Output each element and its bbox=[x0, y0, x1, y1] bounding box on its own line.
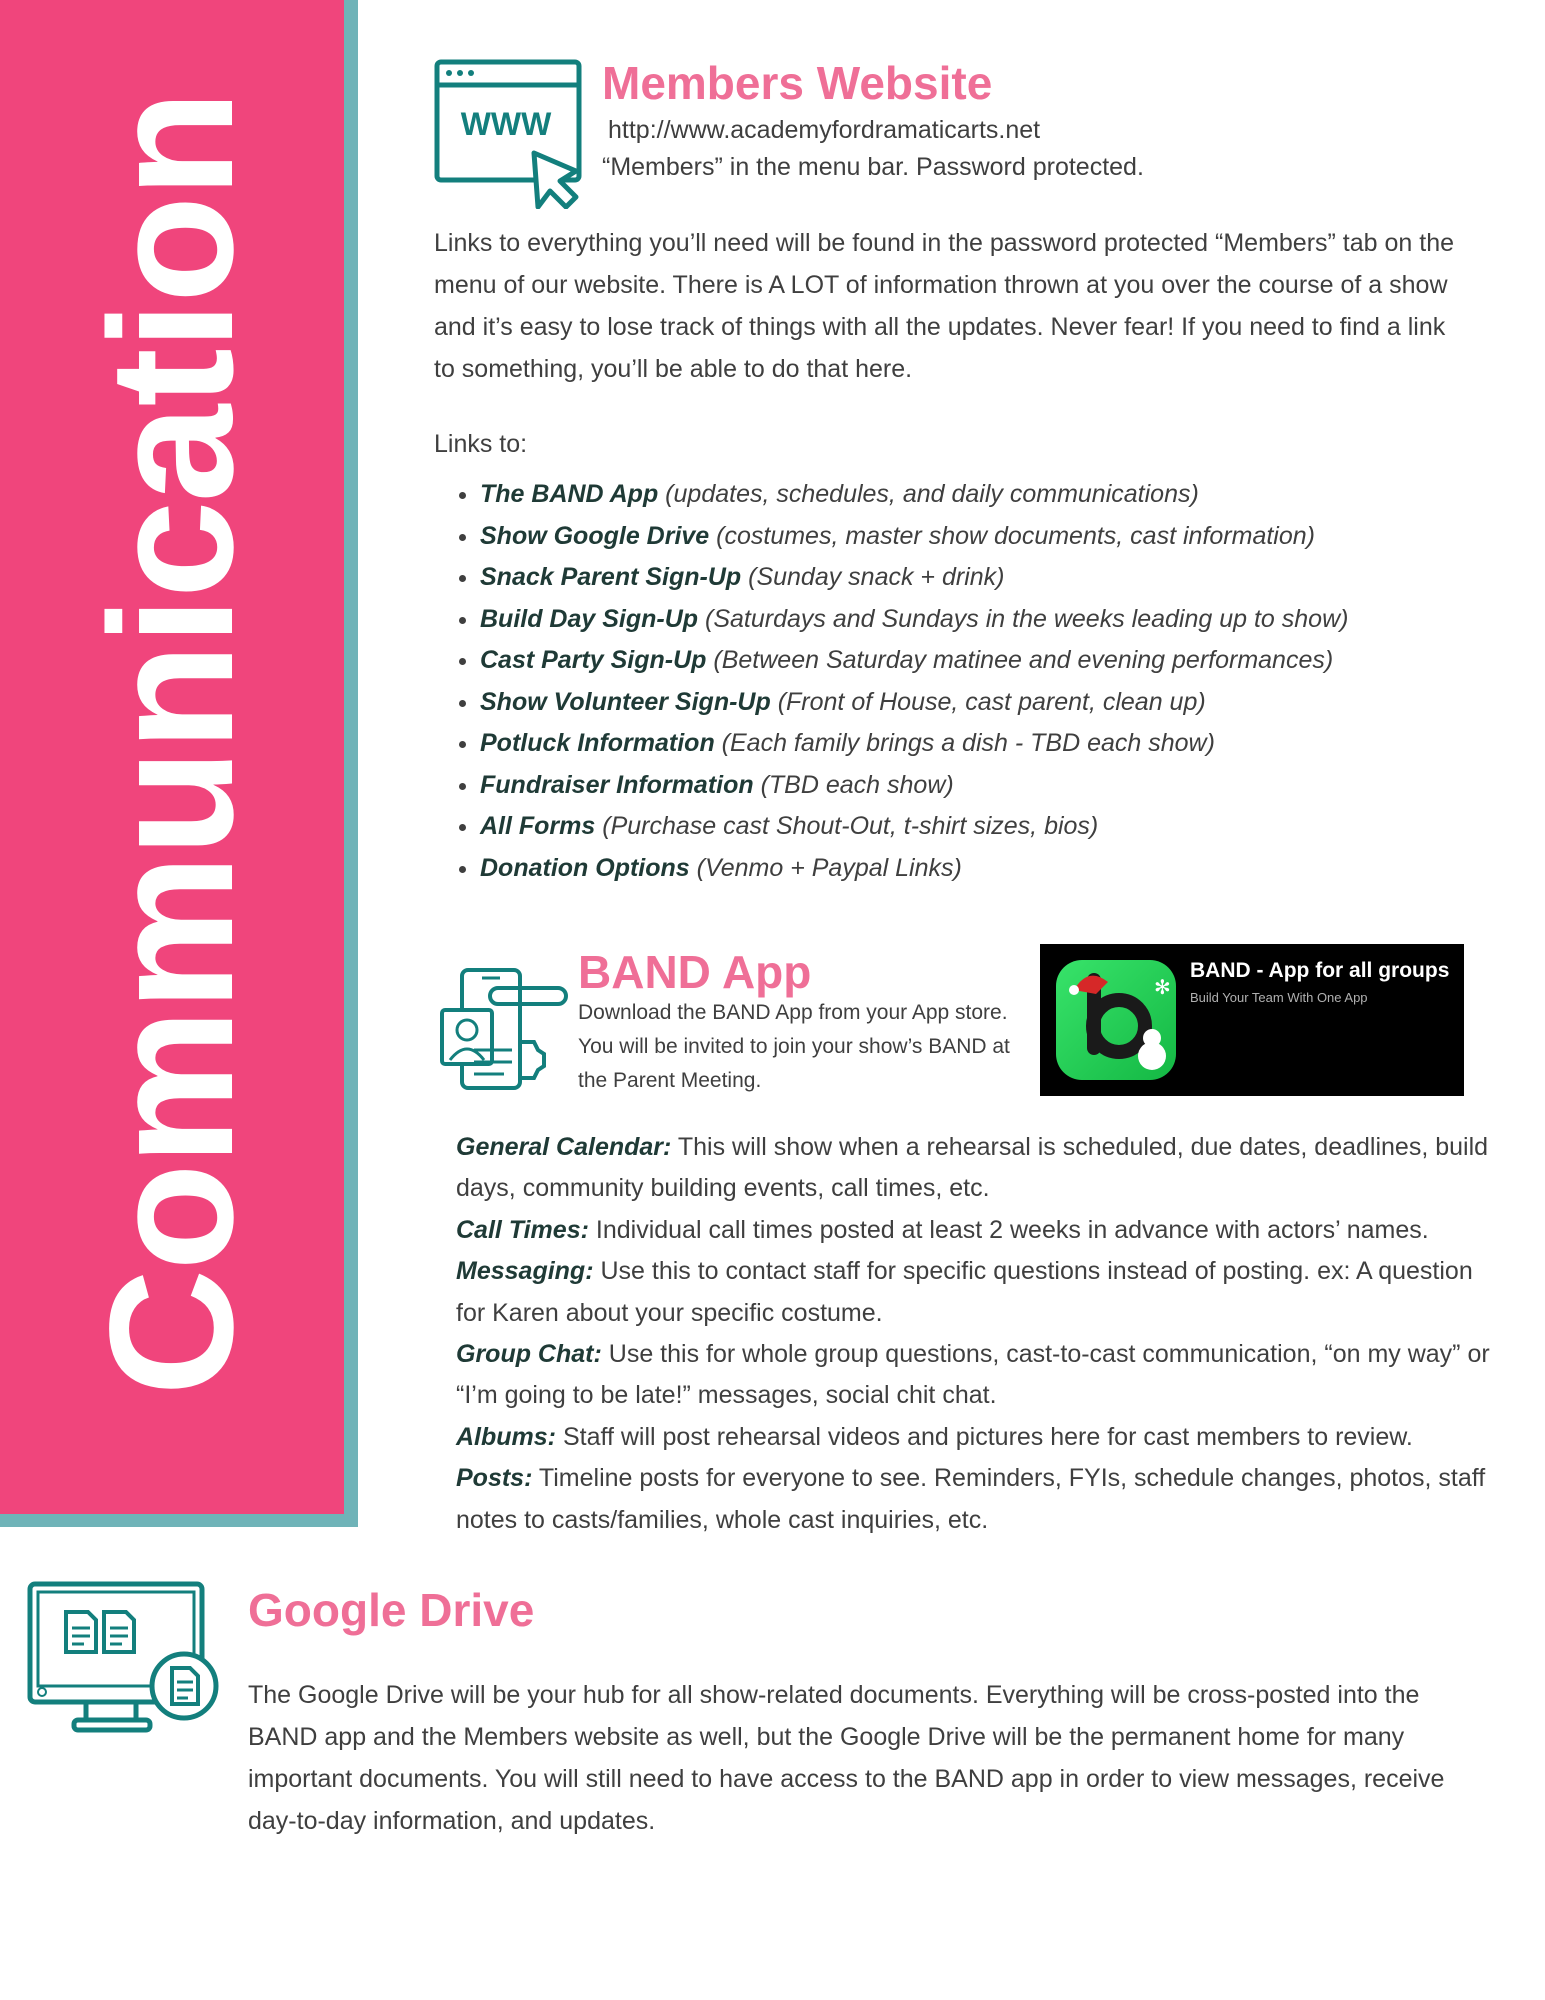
link-detail: (Each family brings a dish - TBD each show) bbox=[714, 729, 1215, 757]
feature-item bbox=[456, 1334, 1496, 1417]
list-item bbox=[480, 474, 1510, 516]
list-item bbox=[480, 848, 1510, 890]
feature-label: Posts: bbox=[456, 1464, 533, 1493]
feature-text: Use this to contact staff for specific questions instead of posting. ex: A question for Karen about your specific costume. bbox=[456, 1257, 1473, 1327]
feature-item bbox=[456, 1251, 1496, 1334]
link-detail: (updates, schedules, and daily communications) bbox=[658, 480, 1199, 508]
link-name: Snack Parent Sign-Up bbox=[480, 563, 742, 591]
feature-item bbox=[456, 1127, 1496, 1210]
band-app-subtitle: Build Your Team With One App bbox=[1190, 990, 1368, 1005]
link-detail: (TBD each show) bbox=[753, 770, 954, 799]
link-name: Cast Party Sign-Up bbox=[480, 646, 707, 674]
band-features bbox=[456, 1127, 1496, 1541]
feature-label: General Calendar: bbox=[456, 1133, 672, 1161]
feature-text: Timeline posts for everyone to see. Reminders, FYIs, schedule changes, photos, staff notes to casts/families, whole cast inquiries, etc. bbox=[456, 1464, 1486, 1534]
list-item bbox=[480, 723, 1510, 765]
list-item bbox=[480, 557, 1510, 599]
feature-label: Messaging: bbox=[456, 1257, 594, 1286]
link-detail: (Purchase cast Shout-Out, t-shirt sizes, bios) bbox=[595, 812, 1099, 840]
members-description: Links to everything you’ll need will be found in the password protected “Members” tab on the menu of our website. There is A LOT of information thrown at you over the course of a show and it’s easy to lose track of things with all the updates. Never fear! If you need to find a link to something, you’ll be able to do that here. bbox=[434, 229, 1455, 383]
link-name: Show Google Drive bbox=[480, 521, 710, 550]
link-name: Show Volunteer Sign-Up bbox=[480, 687, 771, 716]
link-detail: (Saturdays and Sundays in the weeks leading up to show) bbox=[698, 604, 1349, 633]
feature-item bbox=[456, 1417, 1496, 1458]
feature-text: Staff will post rehearsal videos and pictures here for cast members to review. bbox=[556, 1422, 1413, 1451]
link-name: The BAND App bbox=[480, 480, 659, 508]
list-item bbox=[480, 765, 1510, 807]
feature-text: Use this for whole group questions, cast-to-cast communication, “on my way” or “I’m going to be late!” messages, social chit chat. bbox=[456, 1340, 1490, 1410]
www-browser-icon bbox=[434, 59, 594, 209]
feature-label: Call Times: bbox=[456, 1215, 589, 1244]
svg-text:✻: ✻ bbox=[1154, 977, 1171, 999]
members-url-link[interactable]: http://www.academyfordramaticarts.net bbox=[608, 116, 1041, 144]
www-label: WWW bbox=[460, 106, 552, 142]
google-drive-computer-icon bbox=[26, 1580, 222, 1736]
link-name: All Forms bbox=[480, 812, 596, 840]
list-item bbox=[480, 599, 1510, 641]
band-app-icon bbox=[438, 966, 568, 1096]
link-detail: (Between Saturday matinee and evening performances) bbox=[706, 646, 1334, 674]
feature-label: Albums: bbox=[456, 1422, 556, 1451]
feature-text: Individual call times posted at least 2 weeks in advance with actors’ names. bbox=[588, 1215, 1429, 1244]
list-item bbox=[480, 806, 1510, 848]
link-name: Potluck Information bbox=[480, 729, 715, 757]
band-logo-icon bbox=[1056, 960, 1176, 1080]
band-description: Download the BAND App from your App store. You will be invited to join your show’s BAND at the Parent Meeting. bbox=[578, 1001, 1010, 1092]
link-detail: (costumes, master show documents, cast information) bbox=[709, 521, 1315, 550]
links-intro: Links to: bbox=[434, 430, 528, 458]
link-detail: (Sunday snack + drink) bbox=[741, 563, 1005, 591]
banner-title: Communication bbox=[74, 92, 270, 1396]
link-detail: (Front of House, cast parent, clean up) bbox=[770, 687, 1206, 716]
links-list bbox=[430, 474, 1510, 889]
band-app-title: BAND - App for all groups bbox=[1190, 959, 1450, 982]
link-name: Fundraiser Information bbox=[480, 770, 754, 799]
feature-label: Group Chat: bbox=[456, 1340, 602, 1369]
band-app-store-banner[interactable] bbox=[1040, 944, 1464, 1096]
feature-item bbox=[456, 1210, 1496, 1251]
feature-text: This will show when a rehearsal is scheduled, due dates, deadlines, build days, community building events, call times, etc. bbox=[456, 1133, 1489, 1203]
link-detail: (Venmo + Paypal Links) bbox=[689, 853, 962, 882]
link-name: Donation Options bbox=[480, 853, 690, 882]
list-item bbox=[480, 516, 1510, 558]
list-item bbox=[480, 682, 1510, 724]
list-item bbox=[480, 640, 1510, 682]
google-drive-heading: Google Drive bbox=[248, 1584, 535, 1636]
link-name: Build Day Sign-Up bbox=[480, 604, 699, 633]
members-heading: Members Website bbox=[602, 57, 993, 109]
members-note: “Members” in the menu bar. Password protected. bbox=[602, 153, 1144, 181]
feature-item bbox=[456, 1458, 1496, 1541]
band-heading: BAND App bbox=[578, 946, 812, 998]
google-drive-description: The Google Drive will be your hub for all show-related documents. Everything will be cross-posted into the BAND app and the Members website as well, but the Google Drive will be the permanent home for many important documents. You will still need to have access to the BAND app in order to view messages, receive day-to-day information, and updates. bbox=[248, 1681, 1445, 1835]
